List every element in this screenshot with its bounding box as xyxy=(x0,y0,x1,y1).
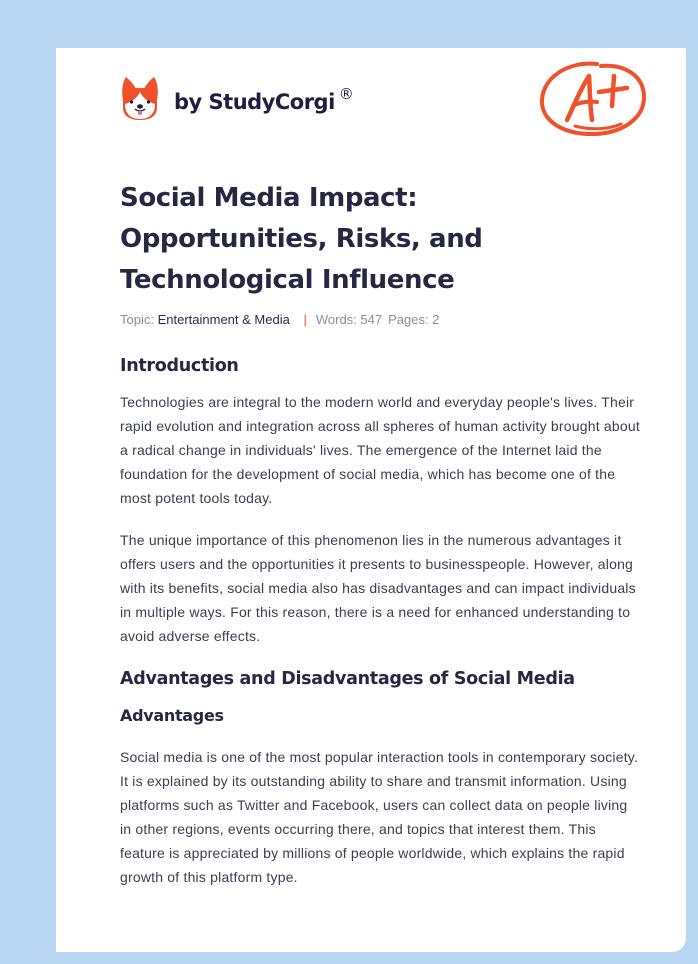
document-meta xyxy=(120,312,439,327)
page-title: Social Media Impact: Opportunities, Risks, and Technological Influence xyxy=(120,183,483,295)
page-count: Pages: 2 xyxy=(388,312,440,327)
brand-name: by StudyCorgi ® xyxy=(174,85,354,114)
paragraph: Technologies are integral to the modern world and everyday people's lives. Their rapid evolution and integration across all spheres of human activity brought about a radical change in individuals' lives. The emergence of the Internet laid the foundation for the development of social media, which has become one of the most potent tools today. xyxy=(120,394,640,506)
registered-mark: ® xyxy=(338,85,354,103)
a-plus-grade-icon xyxy=(537,58,649,140)
section-heading-advantages-disadvantages: Advantages and Disadvantages of Social Media xyxy=(120,669,575,689)
document-card xyxy=(56,48,686,952)
subsection-heading-advantages: Advantages xyxy=(120,706,224,725)
document-body xyxy=(120,350,640,889)
meta-separator: | xyxy=(303,312,307,327)
topic-label: Topic: xyxy=(120,312,154,327)
corgi-logo-icon xyxy=(120,76,160,122)
brand-header[interactable] xyxy=(120,74,353,124)
paragraph: The unique importance of this phenomenon lies in the numerous advantages it offers users and the opportunities it presents to businesspeople. However, along with its benefits, social media also has disadvantages and can impact individuals in multiple ways. For this reason, there is a need for enhanced understanding to avoid adverse effects. xyxy=(120,532,636,644)
section-heading-introduction: Introduction xyxy=(120,356,239,376)
word-count: Words: 547 xyxy=(315,312,383,327)
topic-link[interactable]: Entertainment & Media xyxy=(157,312,290,327)
paragraph: Social media is one of the most popular interaction tools in contemporary society. It is explained by its outstanding ability to share and transmit information. Using platforms such as Twitter and Facebook, users can collect data on people living in other regions, events occurring there, and topics that interest them. This feature is appreciated by millions of people worldwide, which explains the rapid growth of this platform type. xyxy=(120,749,639,885)
